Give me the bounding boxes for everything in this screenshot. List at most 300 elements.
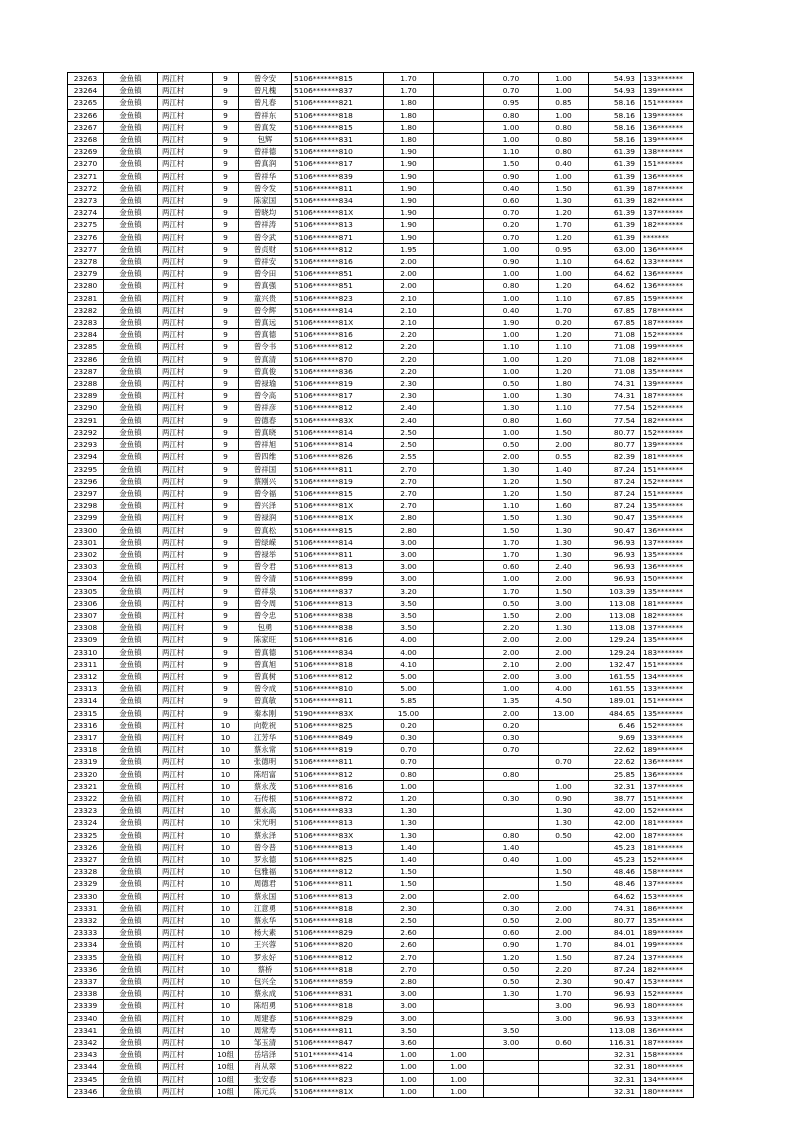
cell-phone: 187******* [641, 829, 694, 841]
cell-amount: 96.93 [589, 573, 641, 585]
cell-phone: 151******* [641, 487, 694, 499]
cell-group: 9 [213, 500, 239, 512]
cell-total-area: 0.30 [384, 731, 434, 743]
cell-id-number: 5106*******811 [292, 463, 384, 475]
cell-id-number: 5106*******818 [292, 963, 384, 975]
cell-village: 两江村 [158, 902, 213, 914]
cell-group: 9 [213, 256, 239, 268]
cell-group: 10 [213, 780, 239, 792]
cell-town: 金鱼镇 [104, 231, 158, 243]
cell-id-number: 5106*******825 [292, 854, 384, 866]
table-row [68, 719, 694, 731]
cell-id-number: 5106*******838 [292, 622, 384, 634]
cell-amount: 38.77 [589, 792, 641, 804]
cell-phone: 180******* [641, 1000, 694, 1012]
table-row [68, 707, 694, 719]
cell-total-area: 3.50 [384, 622, 434, 634]
cell-village: 两江村 [158, 121, 213, 133]
cell-total-area: 1.40 [384, 841, 434, 853]
cell-person-name: 曾真发 [239, 121, 292, 133]
cell-area-c: 1.40 [539, 463, 589, 475]
cell-total-area: 4.00 [384, 634, 434, 646]
cell-person-name: 蔡永华 [239, 915, 292, 927]
cell-person-name: 曾令书 [239, 341, 292, 353]
cell-village: 两江村 [158, 854, 213, 866]
cell-id-number: 5106*******851 [292, 268, 384, 280]
cell-total-area: 2.50 [384, 915, 434, 927]
cell-amount: 32.31 [589, 1085, 641, 1097]
cell-id-number: 5106*******811 [292, 878, 384, 890]
cell-record-id: 23323 [68, 805, 104, 817]
cell-id-number: 5106*******815 [292, 524, 384, 536]
cell-record-id: 23303 [68, 561, 104, 573]
cell-person-name: 曾真晓 [239, 426, 292, 438]
cell-village: 两江村 [158, 963, 213, 975]
cell-area-c: 1.50 [539, 182, 589, 194]
cell-town: 金鱼镇 [104, 976, 158, 988]
cell-village: 两江村 [158, 780, 213, 792]
cell-phone: 158******* [641, 1049, 694, 1061]
cell-person-name: 曾禄举 [239, 548, 292, 560]
cell-area-c: 1.30 [539, 390, 589, 402]
cell-record-id: 23308 [68, 622, 104, 634]
cell-record-id: 23313 [68, 683, 104, 695]
cell-town: 金鱼镇 [104, 719, 158, 731]
cell-phone: 133******* [641, 683, 694, 695]
cell-amount: 61.39 [589, 158, 641, 170]
cell-person-name: 江意勇 [239, 902, 292, 914]
cell-area-a [434, 243, 484, 255]
cell-person-name: 王兴蓉 [239, 939, 292, 951]
cell-amount: 96.93 [589, 536, 641, 548]
cell-area-a [434, 670, 484, 682]
cell-town: 金鱼镇 [104, 890, 158, 902]
cell-town: 金鱼镇 [104, 805, 158, 817]
cell-id-number: 5106*******823 [292, 292, 384, 304]
cell-phone: 136******* [641, 1024, 694, 1036]
cell-area-a [434, 158, 484, 170]
cell-village: 两江村 [158, 439, 213, 451]
cell-amount: 87.24 [589, 951, 641, 963]
cell-record-id: 23336 [68, 963, 104, 975]
cell-record-id: 23294 [68, 451, 104, 463]
cell-town: 金鱼镇 [104, 634, 158, 646]
cell-record-id: 23334 [68, 939, 104, 951]
cell-village: 两江村 [158, 731, 213, 743]
table-row [68, 1024, 694, 1036]
table-row [68, 1061, 694, 1073]
cell-area-b: 1.00 [484, 683, 539, 695]
cell-phone: 182******* [641, 219, 694, 231]
record-table [67, 72, 694, 1098]
cell-phone: 136******* [641, 243, 694, 255]
cell-amount: 58.16 [589, 134, 641, 146]
cell-area-a [434, 304, 484, 316]
cell-person-name: 肖从翠 [239, 1061, 292, 1073]
cell-town: 金鱼镇 [104, 292, 158, 304]
cell-record-id: 23279 [68, 268, 104, 280]
cell-total-area: 1.30 [384, 805, 434, 817]
cell-area-a [434, 890, 484, 902]
cell-total-area: 1.90 [384, 207, 434, 219]
cell-record-id: 23281 [68, 292, 104, 304]
cell-town: 金鱼镇 [104, 548, 158, 560]
table-row [68, 207, 694, 219]
cell-village: 两江村 [158, 85, 213, 97]
cell-area-a [434, 768, 484, 780]
table-row [68, 805, 694, 817]
cell-group: 10组 [213, 1073, 239, 1085]
cell-area-c [539, 744, 589, 756]
cell-area-b: 2.00 [484, 890, 539, 902]
cell-area-b: 1.35 [484, 695, 539, 707]
cell-record-id: 23338 [68, 988, 104, 1000]
cell-village: 两江村 [158, 1012, 213, 1024]
cell-area-b: 1.00 [484, 390, 539, 402]
cell-area-c: 2.00 [539, 658, 589, 670]
cell-town: 金鱼镇 [104, 524, 158, 536]
cell-village: 两江村 [158, 561, 213, 573]
cell-area-c: 1.10 [539, 256, 589, 268]
cell-id-number: 5106*******834 [292, 195, 384, 207]
cell-town: 金鱼镇 [104, 475, 158, 487]
cell-area-b: 2.00 [484, 707, 539, 719]
cell-person-name: 陈家国 [239, 195, 292, 207]
cell-phone: 180******* [641, 1061, 694, 1073]
cell-amount: 45.23 [589, 841, 641, 853]
cell-area-a [434, 988, 484, 1000]
cell-amount: 58.16 [589, 121, 641, 133]
cell-town: 金鱼镇 [104, 170, 158, 182]
cell-person-name: 曾真敏 [239, 695, 292, 707]
cell-area-a [434, 634, 484, 646]
cell-id-number: 5106*******817 [292, 158, 384, 170]
cell-total-area: 1.90 [384, 231, 434, 243]
cell-village: 两江村 [158, 207, 213, 219]
cell-id-number: 5106*******816 [292, 329, 384, 341]
cell-area-a [434, 792, 484, 804]
cell-total-area: 3.60 [384, 1037, 434, 1049]
cell-total-area: 2.40 [384, 402, 434, 414]
cell-town: 金鱼镇 [104, 158, 158, 170]
cell-area-a [434, 829, 484, 841]
cell-total-area: 2.55 [384, 451, 434, 463]
cell-area-c [539, 890, 589, 902]
cell-area-a [434, 268, 484, 280]
cell-total-area: 1.40 [384, 854, 434, 866]
cell-group: 10 [213, 792, 239, 804]
cell-area-b: 1.00 [484, 134, 539, 146]
cell-village: 两江村 [158, 1061, 213, 1073]
cell-phone: 133******* [641, 73, 694, 85]
cell-record-id: 23295 [68, 463, 104, 475]
cell-record-id: 23337 [68, 976, 104, 988]
cell-village: 两江村 [158, 841, 213, 853]
cell-phone: 151******* [641, 158, 694, 170]
cell-total-area: 3.00 [384, 548, 434, 560]
cell-total-area: 1.80 [384, 134, 434, 146]
cell-group: 10 [213, 866, 239, 878]
cell-town: 金鱼镇 [104, 951, 158, 963]
cell-area-b [484, 878, 539, 890]
cell-area-b [484, 1049, 539, 1061]
cell-amount: 84.01 [589, 939, 641, 951]
cell-amount: 71.08 [589, 341, 641, 353]
cell-area-a [434, 439, 484, 451]
cell-phone: 153******* [641, 976, 694, 988]
table-row [68, 390, 694, 402]
cell-village: 两江村 [158, 1000, 213, 1012]
cell-phone: 189******* [641, 927, 694, 939]
cell-area-c: 0.40 [539, 158, 589, 170]
cell-area-c: 1.20 [539, 280, 589, 292]
table-row [68, 878, 694, 890]
cell-town: 金鱼镇 [104, 817, 158, 829]
cell-total-area: 1.95 [384, 243, 434, 255]
cell-amount: 58.16 [589, 97, 641, 109]
table-row [68, 487, 694, 499]
cell-total-area: 1.20 [384, 792, 434, 804]
cell-record-id: 23344 [68, 1061, 104, 1073]
cell-total-area: 1.90 [384, 195, 434, 207]
table-row [68, 695, 694, 707]
cell-total-area: 1.90 [384, 158, 434, 170]
cell-area-b: 0.30 [484, 792, 539, 804]
cell-area-a [434, 902, 484, 914]
cell-id-number: 5106*******812 [292, 866, 384, 878]
cell-area-a [434, 939, 484, 951]
cell-total-area: 3.50 [384, 609, 434, 621]
cell-town: 金鱼镇 [104, 963, 158, 975]
cell-village: 两江村 [158, 597, 213, 609]
cell-area-a [434, 451, 484, 463]
table-row [68, 268, 694, 280]
cell-group: 9 [213, 524, 239, 536]
cell-area-c: 1.50 [539, 878, 589, 890]
cell-id-number: 5106*******849 [292, 731, 384, 743]
cell-area-a [434, 658, 484, 670]
cell-record-id: 23292 [68, 426, 104, 438]
cell-village: 两江村 [158, 109, 213, 121]
cell-town: 金鱼镇 [104, 609, 158, 621]
cell-village: 两江村 [158, 695, 213, 707]
table-row [68, 890, 694, 902]
cell-person-name: 曾祥涛 [239, 219, 292, 231]
cell-phone: 187******* [641, 1037, 694, 1049]
table-row [68, 1012, 694, 1024]
cell-area-a [434, 573, 484, 585]
cell-area-a [434, 121, 484, 133]
cell-area-a [434, 390, 484, 402]
cell-group: 9 [213, 317, 239, 329]
cell-person-name: 曾真德 [239, 646, 292, 658]
cell-record-id: 23321 [68, 780, 104, 792]
cell-id-number: 5106*******814 [292, 426, 384, 438]
cell-town: 金鱼镇 [104, 1061, 158, 1073]
cell-phone: 136******* [641, 268, 694, 280]
cell-id-number: 5106*******811 [292, 1024, 384, 1036]
cell-group: 10 [213, 841, 239, 853]
table-row [68, 1037, 694, 1049]
cell-group: 9 [213, 268, 239, 280]
cell-phone: 134******* [641, 670, 694, 682]
cell-record-id: 23327 [68, 854, 104, 866]
cell-village: 两江村 [158, 97, 213, 109]
cell-village: 两江村 [158, 317, 213, 329]
cell-group: 9 [213, 182, 239, 194]
cell-amount: 22.62 [589, 744, 641, 756]
table-row [68, 1073, 694, 1085]
cell-person-name: 陈家旺 [239, 634, 292, 646]
cell-town: 金鱼镇 [104, 73, 158, 85]
cell-id-number: 5106*******817 [292, 390, 384, 402]
cell-town: 金鱼镇 [104, 622, 158, 634]
cell-area-c: 1.00 [539, 780, 589, 792]
cell-group: 10 [213, 939, 239, 951]
cell-id-number: 5106*******812 [292, 341, 384, 353]
cell-group: 9 [213, 548, 239, 560]
cell-person-name: 曾真润 [239, 158, 292, 170]
cell-village: 两江村 [158, 134, 213, 146]
cell-group: 10组 [213, 1049, 239, 1061]
cell-total-area: 2.70 [384, 951, 434, 963]
cell-amount: 84.01 [589, 927, 641, 939]
cell-phone: 178******* [641, 304, 694, 316]
cell-record-id: 23324 [68, 817, 104, 829]
cell-person-name: 包勇 [239, 622, 292, 634]
cell-person-name: 曾令发 [239, 182, 292, 194]
table-row [68, 463, 694, 475]
cell-amount: 87.24 [589, 463, 641, 475]
cell-area-b: 1.00 [484, 329, 539, 341]
cell-town: 金鱼镇 [104, 731, 158, 743]
cell-id-number: 5106*******813 [292, 219, 384, 231]
cell-village: 两江村 [158, 829, 213, 841]
cell-person-name: 曾祥彦 [239, 402, 292, 414]
cell-village: 两江村 [158, 170, 213, 182]
cell-record-id: 23271 [68, 170, 104, 182]
cell-area-a [434, 475, 484, 487]
cell-phone: 136******* [641, 170, 694, 182]
cell-record-id: 23328 [68, 866, 104, 878]
cell-amount: 74.31 [589, 378, 641, 390]
cell-record-id: 23278 [68, 256, 104, 268]
cell-id-number: 5101*******414 [292, 1049, 384, 1061]
cell-person-name: 曾凡槐 [239, 85, 292, 97]
cell-area-b: 0.60 [484, 561, 539, 573]
cell-area-c: 1.50 [539, 487, 589, 499]
cell-group: 10 [213, 1037, 239, 1049]
cell-town: 金鱼镇 [104, 500, 158, 512]
table-row [68, 597, 694, 609]
cell-group: 10 [213, 902, 239, 914]
cell-record-id: 23314 [68, 695, 104, 707]
cell-total-area: 0.70 [384, 744, 434, 756]
cell-record-id: 23284 [68, 329, 104, 341]
cell-person-name: 蔡永常 [239, 744, 292, 756]
cell-amount: 45.23 [589, 854, 641, 866]
cell-phone: 182******* [641, 353, 694, 365]
cell-record-id: 23293 [68, 439, 104, 451]
cell-total-area: 1.90 [384, 219, 434, 231]
cell-town: 金鱼镇 [104, 487, 158, 499]
cell-village: 两江村 [158, 536, 213, 548]
cell-total-area: 2.30 [384, 378, 434, 390]
cell-phone: 138******* [641, 146, 694, 158]
table-row [68, 634, 694, 646]
cell-amount: 64.62 [589, 256, 641, 268]
cell-amount: 42.00 [589, 817, 641, 829]
cell-total-area: 1.80 [384, 109, 434, 121]
cell-phone: 136******* [641, 561, 694, 573]
cell-town: 金鱼镇 [104, 256, 158, 268]
cell-total-area: 3.00 [384, 1000, 434, 1012]
cell-area-c: 1.50 [539, 475, 589, 487]
cell-area-a [434, 402, 484, 414]
cell-area-a [434, 463, 484, 475]
cell-area-c: 3.00 [539, 597, 589, 609]
cell-area-c: 0.20 [539, 317, 589, 329]
cell-area-b: 2.00 [484, 670, 539, 682]
cell-amount: 80.77 [589, 915, 641, 927]
cell-group: 9 [213, 292, 239, 304]
cell-id-number: 5106*******836 [292, 365, 384, 377]
cell-person-name: 曾真俊 [239, 365, 292, 377]
cell-phone: 135******* [641, 585, 694, 597]
cell-group: 10 [213, 976, 239, 988]
cell-phone: 152******* [641, 719, 694, 731]
cell-record-id: 23309 [68, 634, 104, 646]
cell-village: 两江村 [158, 658, 213, 670]
cell-total-area: 2.00 [384, 268, 434, 280]
cell-person-name: 蔡永成 [239, 988, 292, 1000]
cell-total-area: 1.50 [384, 878, 434, 890]
cell-amount: 67.85 [589, 304, 641, 316]
cell-area-b [484, 1061, 539, 1073]
cell-amount: 22.62 [589, 756, 641, 768]
cell-area-c: 1.00 [539, 73, 589, 85]
cell-area-b: 0.50 [484, 439, 539, 451]
cell-total-area: 3.00 [384, 561, 434, 573]
cell-area-b: 1.70 [484, 536, 539, 548]
table-row [68, 219, 694, 231]
cell-village: 两江村 [158, 146, 213, 158]
cell-village: 两江村 [158, 512, 213, 524]
cell-group: 10 [213, 890, 239, 902]
cell-group: 10 [213, 1012, 239, 1024]
cell-phone: 152******* [641, 854, 694, 866]
cell-group: 10 [213, 805, 239, 817]
cell-village: 两江村 [158, 951, 213, 963]
table-row [68, 548, 694, 560]
cell-town: 金鱼镇 [104, 597, 158, 609]
cell-record-id: 23333 [68, 927, 104, 939]
cell-total-area: 2.60 [384, 939, 434, 951]
cell-person-name: 罗永德 [239, 854, 292, 866]
cell-town: 金鱼镇 [104, 353, 158, 365]
cell-area-b: 3.50 [484, 1024, 539, 1036]
cell-area-c [539, 1061, 589, 1073]
cell-record-id: 23345 [68, 1073, 104, 1085]
cell-record-id: 23306 [68, 597, 104, 609]
cell-village: 两江村 [158, 451, 213, 463]
cell-id-number: 5106*******81X [292, 207, 384, 219]
cell-village: 两江村 [158, 878, 213, 890]
cell-amount: 103.39 [589, 585, 641, 597]
cell-id-number: 5106*******815 [292, 487, 384, 499]
cell-record-id: 23339 [68, 1000, 104, 1012]
cell-id-number: 5106*******826 [292, 451, 384, 463]
